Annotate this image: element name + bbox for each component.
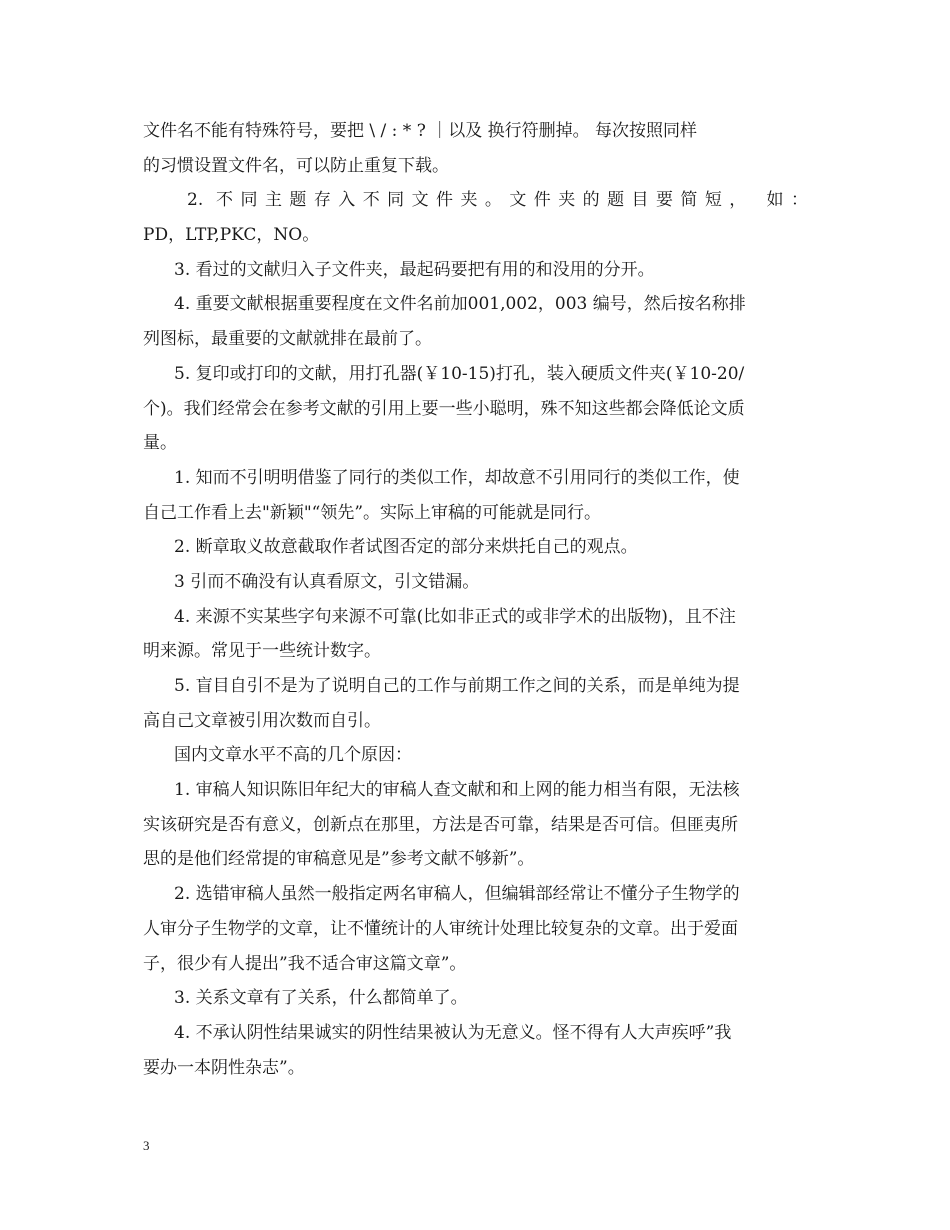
text-line: 个)。我们经常会在参考文献的引用上要一些小聪明，殊不知这些都会降低论文质 [143,398,745,419]
text-line: 高自己文章被引用次数而自引。 [143,710,381,731]
text-line: 3. 看过的文献归入子文件夹，最起码要把有用的和没用的分开。 [174,259,655,280]
text-line: 2. 断章取义故意截取作者试图否定的部分来烘托自己的观点。 [174,537,638,558]
text-line: 4. 来源不实某些字句来源不可靠(比如非正式的或非学术的出版物)，且不注 [174,606,736,627]
text-line: 4. 不承认阴性结果诚实的阴性结果被认为无意义。怪不得有人大声疾呼”我 [174,1022,732,1043]
page-number: 3 [143,1138,150,1153]
text-line: 自己工作看上去"新颖"“领先”。实际上审稿的可能就是同行。 [143,502,602,523]
text-line: 4. 重要文献根据重要程度在文件名前加001,002，003 编号，然后按名称排 [174,294,746,315]
text-line: 1. 审稿人知识陈旧年纪大的审稿人查文献和和上网的能力相当有限，无法核 [174,780,740,801]
text-line: 3. 关系文章有了关系，什么都简单了。 [174,988,468,1009]
text-line: 实该研究是否有意义，创新点在那里，方法是否可靠，结果是否可信。但匪夷所 [143,814,738,835]
text-line: 人审分子生物学的文章，让不懂统计的人审统计处理比较复杂的文章。出于爱面 [143,918,738,939]
text-line: 要办一本阴性杂志”。 [143,1057,305,1078]
text-line: 的习惯设置文件名，可以防止重复下载。 [143,155,449,176]
text-line: 列图标，最重要的文献就排在最前了。 [143,329,432,350]
text-line: 2. 不同主题存入不同文件夹。文件夹的题目要简短， 如： [187,190,808,211]
text-line: 思的是他们经常提的审稿意见是”参考文献不够新”。 [143,849,535,870]
document-body [143,114,808,1085]
text-line: 文件名不能有特殊符号，要把 \ / : * ? ｜以及 换行符删掉。 每次按照同样 [143,121,698,141]
text-line: 子，很少有人提出”我不适合审这篇文章”。 [143,953,467,974]
text-line: 5. 复印或打印的文献，用打孔器(￥10-15)打孔，装入硬质文件夹(￥10-20/ [174,363,745,384]
text-line: 3 引而不确没有认真看原文，引文错漏。 [174,571,480,592]
text-line: 量。 [143,433,177,454]
text-line: PD，LTP,PKC，NO。 [143,225,320,246]
text-line: 国内文章水平不高的几个原因： [174,745,412,766]
text-line: 1. 知而不引明明借鉴了同行的类似工作，却故意不引用同行的类似工作，使 [174,467,740,488]
text-line: 2. 选错审稿人虽然一般指定两名审稿人，但编辑部经常让不懂分子生物学的 [174,884,740,905]
text-line: 5. 盲目自引不是为了说明自己的工作与前期工作之间的关系，而是单纯为提 [174,676,740,696]
text-line: 明来源。常见于一些统计数字。 [143,641,381,662]
